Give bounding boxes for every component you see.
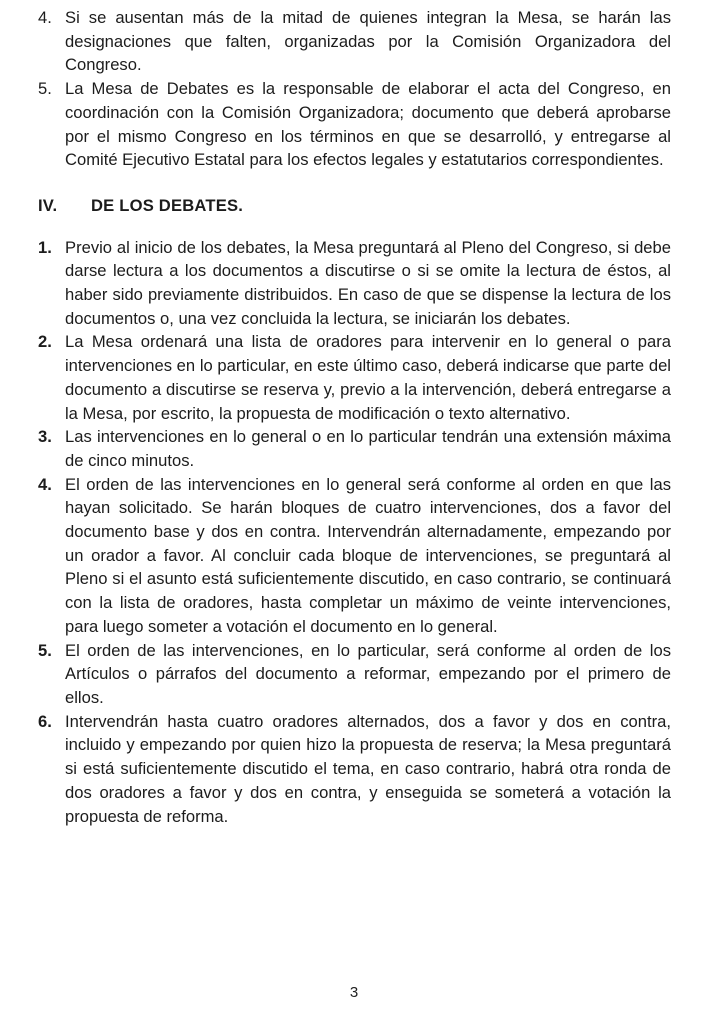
list-item: [38, 473, 671, 639]
list-item: [38, 639, 671, 710]
item-text: El orden de las intervenciones en lo general será conforme al orden en que las hayan solicitado. Se harán bloques de cuatro intervenciones, dos a favor del documento base y dos en contra. Intervendrán alternadamente, empezando por un orador a favor. Al concluir cada bloque de intervenciones, se preguntará al Pleno si el asunto está suficientemente discutido, en caso contrario, se continuará con la lista de oradores, hasta completar un máximo de veinte intervenciones, para luego someter a votación el documento en lo general.: [65, 474, 671, 636]
item-text: Si se ausentan más de la mitad de quienes integran la Mesa, se harán las designaciones que falten, organizadas por la Comisión Organizadora del Congreso.: [65, 8, 671, 75]
item-text: Intervendrán hasta cuatro oradores alternados, dos a favor y dos en contra, incluido y empezando por quien hizo la propuesta de reserva; la Mesa preguntará si está suficientemente discutido el tema, en caso contrario, habrá otra ronda de dos oradores a favor y dos en contra, y enseguida se someterá a votación la propuesta de reforma.: [65, 711, 671, 826]
item-text: Previo al inicio de los debates, la Mesa preguntará al Pleno del Congreso, si debe darse lectura a los documentos a discutirse o si se omite la lectura de éstos, al haber sido previamente distribuidos. En caso de que se dispense la lectura de los documentos o, una vez concluida la lectura, se iniciarán los debates.: [65, 237, 671, 328]
section-title: DE LOS DEBATES.: [91, 195, 244, 215]
item-text: Las intervenciones en lo general o en lo particular tendrán una extensión máxima de cinco minutos.: [65, 427, 671, 470]
list-item: [38, 236, 671, 331]
list-item: [38, 710, 671, 829]
item-number: 4.: [38, 474, 52, 494]
list-item: [38, 330, 671, 425]
item-number: 5.: [38, 79, 52, 99]
list-item: [38, 77, 671, 172]
debates-numbered-list: [38, 236, 671, 829]
item-number: 2.: [38, 332, 52, 352]
continued-numbered-list: [38, 6, 671, 172]
item-number: 5.: [38, 640, 52, 660]
item-number: 3.: [38, 427, 52, 447]
list-item: [38, 6, 671, 77]
item-number: 4.: [38, 8, 52, 27]
item-number: 1.: [38, 237, 52, 257]
section-heading: [38, 194, 671, 218]
item-text: El orden de las intervenciones, en lo particular, será conforme al orden de los Artículos o párrafos del documento a reformar, empezando por el primero de ellos.: [65, 640, 671, 707]
list-item: [38, 425, 671, 472]
section-numeral: IV.: [38, 195, 58, 215]
page-content: [38, 6, 671, 828]
item-text: La Mesa de Debates es la responsable de elaborar el acta del Congreso, en coordinación con la Comisión Organizadora; documento que deberá aprobarse por el mismo Congreso en los términos en que se desarrolló, y entregarse al Comité Ejecutivo Estatal para los efectos legales y estatutarios correspondientes.: [65, 79, 671, 170]
item-text: La Mesa ordenará una lista de oradores para intervenir en lo general o para intervenciones en lo particular, en este último caso, deberá indicarse que parte del documento a discutirse se reserva y, previo a la intervención, deberá entregarse a la Mesa, por escrito, la propuesta de modificación o texto alternativo.: [65, 332, 671, 423]
page-number: 3: [349, 984, 359, 1001]
item-number: 6.: [38, 711, 52, 731]
